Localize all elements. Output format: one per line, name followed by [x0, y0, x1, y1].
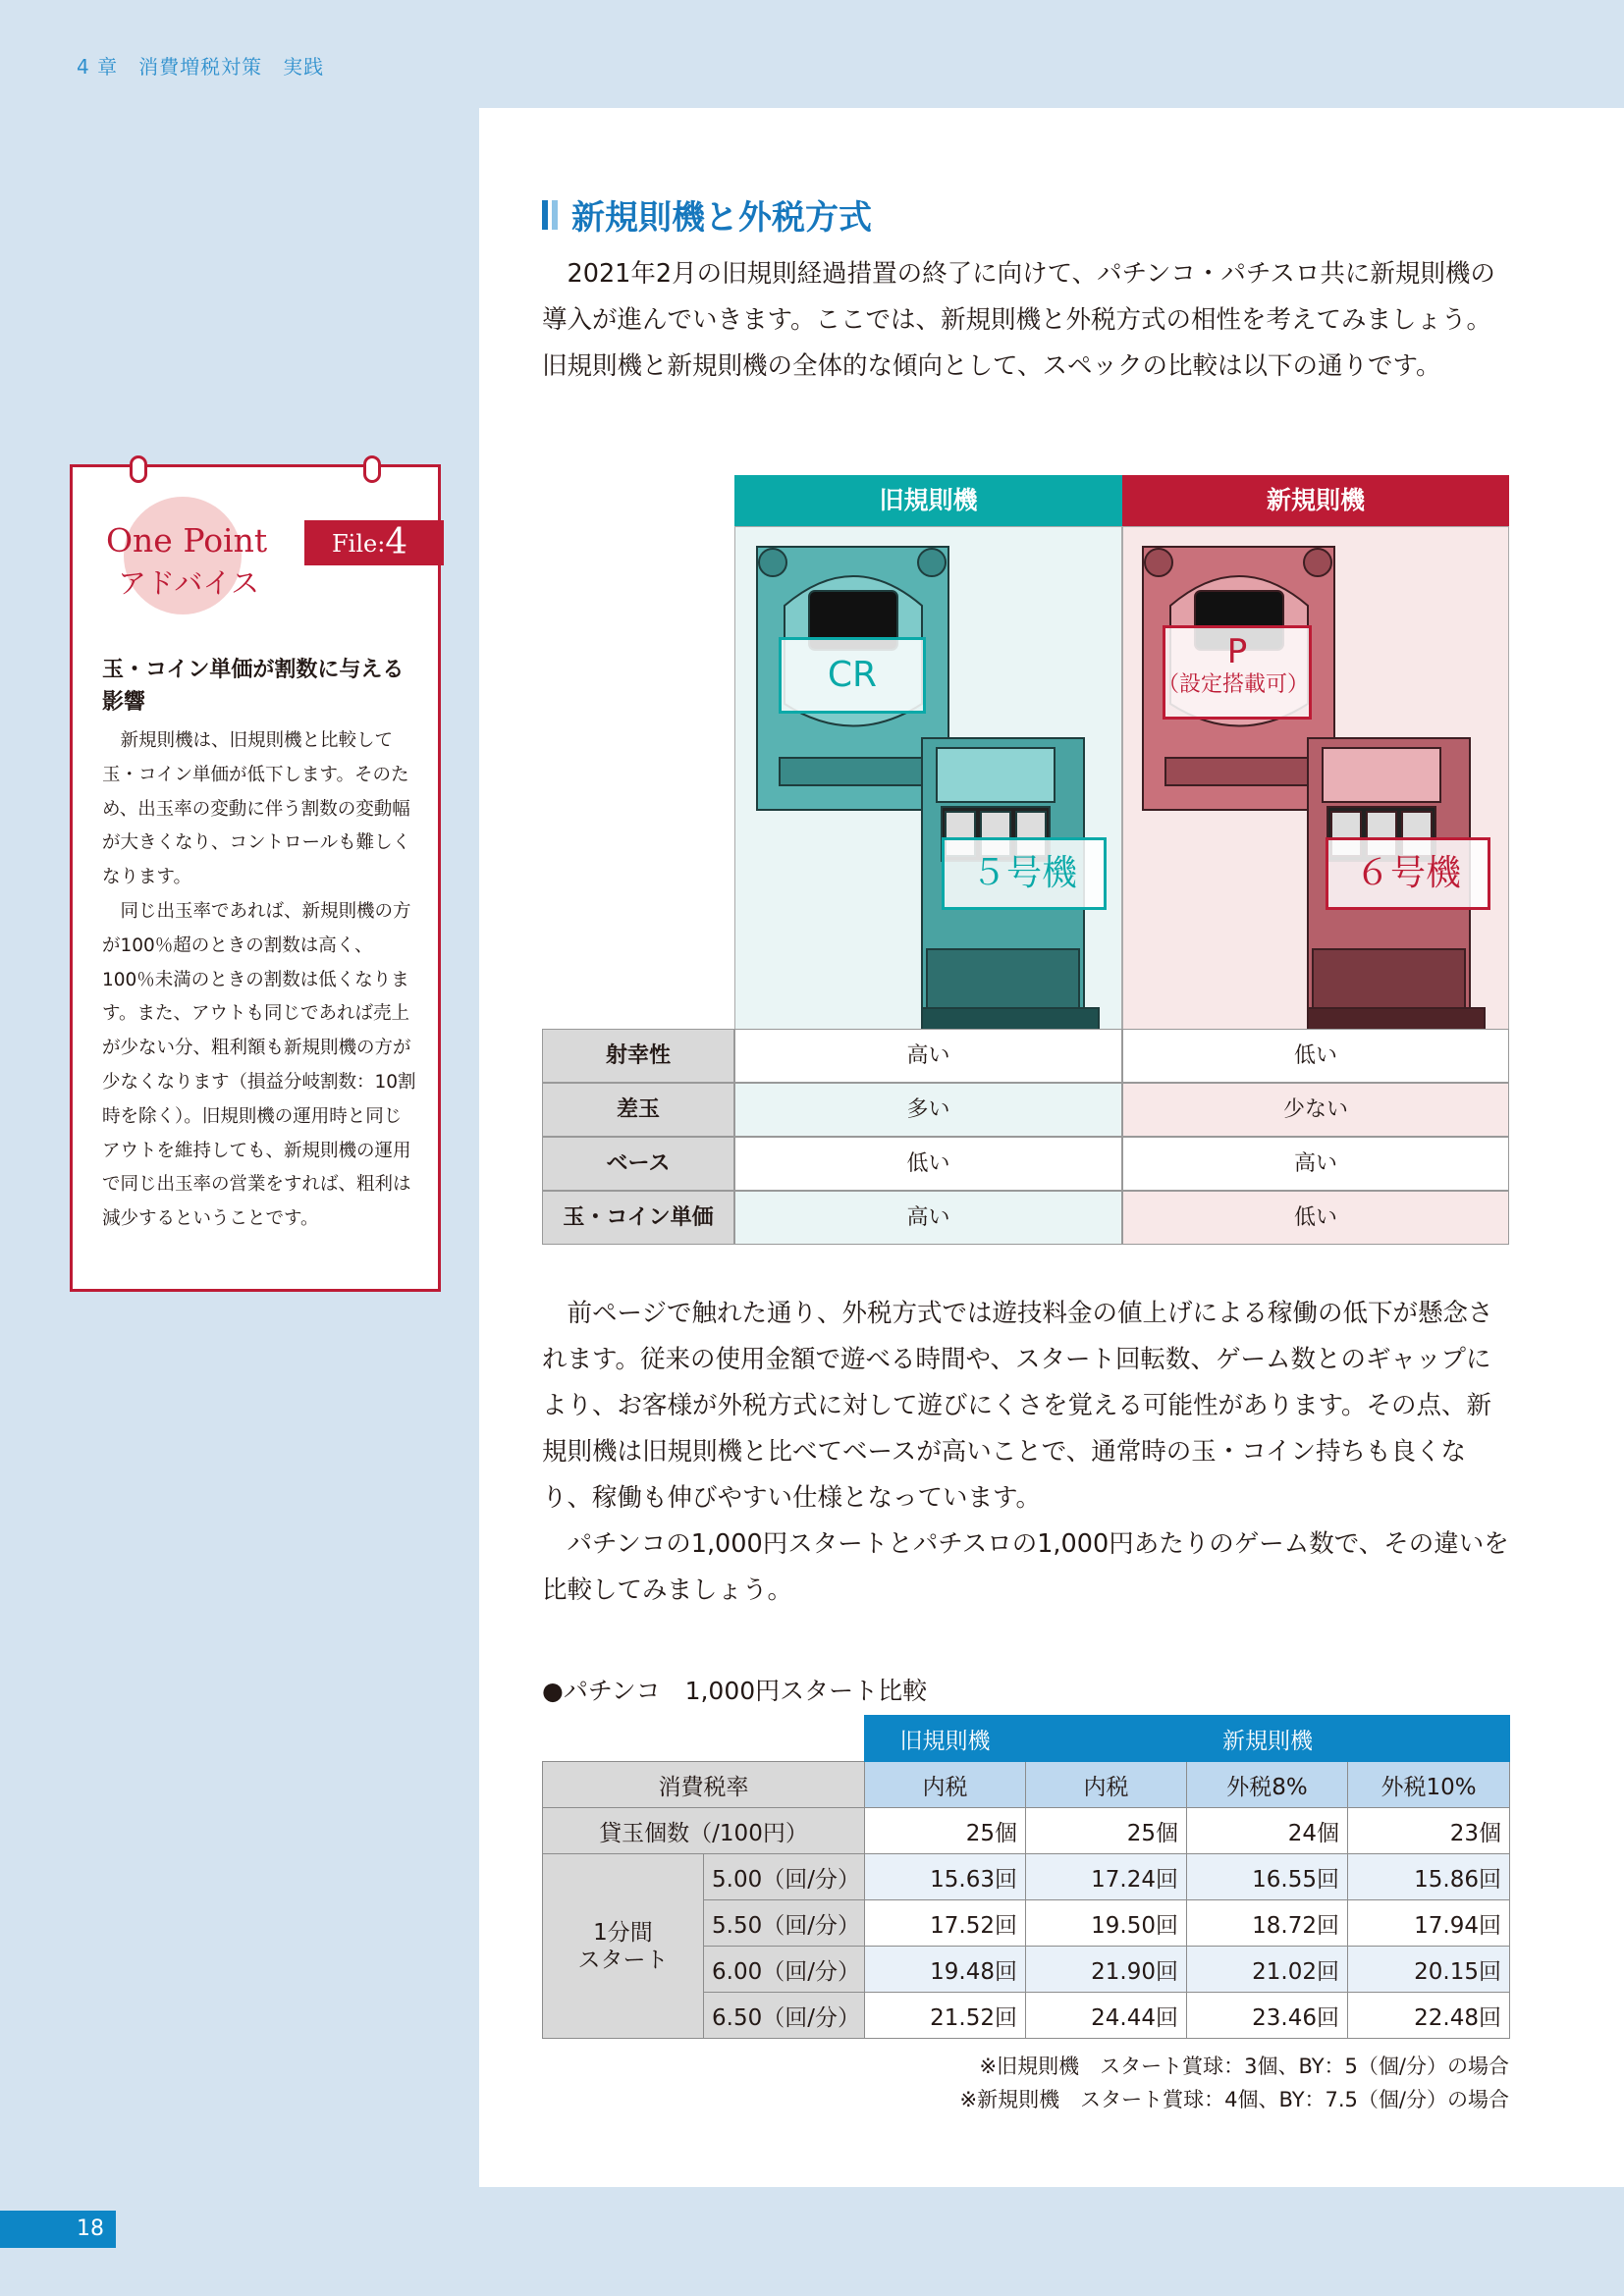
one-point-subtitle: アドバイス — [118, 566, 260, 600]
cr-label: CR — [779, 637, 926, 714]
start-value: 16.55回 — [1187, 1854, 1348, 1900]
one-point-paragraph: 同じ出玉率であれば、新規則機の方が100％超のときの割数は高く、100％未満のときの割数は低くなります。また、アウトも同じであれば売上が少ない分、粗利額も新規則機の方が少なくなります（損益分岐割数：10割時を除く）。旧規則機の運用時と同じアウトを維持しても、新規則機の運用で同じ出玉率の営業をすれば、粗利は減少するということです。 — [102, 900, 416, 1230]
old-machine-header: 旧規則機 — [734, 475, 1122, 526]
page-number: 18 — [0, 2211, 116, 2248]
p-label-sub: （設定搭載可） — [1158, 672, 1310, 697]
pachinko-table-title: ●パチンコ 1,000円スタート比較 — [542, 1677, 928, 1705]
start-rate: 6.00（回/分） — [704, 1947, 865, 1993]
table-note: ※旧規則機 スタート賞球：3個、BY：5（個/分）の場合 — [979, 2055, 1509, 2078]
start-value: 17.52回 — [865, 1900, 1026, 1947]
start-value: 15.63回 — [865, 1854, 1026, 1900]
old-value: 高い — [734, 1191, 1122, 1245]
body-paragraph: 前ページで触れた通り、外税方式では遊技料金の値上げによる稼働の低下が懸念されます。従来の使用金額で遊べる時間や、スタート回転数、ゲーム数とのギャップにより、お客様が外税方式に対して遊びにくさを覚える可能性があります。その点、新規則機は旧規則機と比べてベースが高いことで、通常時の玉・コイン持ちも良くなり、稼働も伸びやすい仕様となっています。 — [542, 1299, 1493, 1513]
p-label — [1158, 625, 1312, 720]
new-machines-image — [1123, 527, 1508, 1079]
start-value: 18.72回 — [1187, 1900, 1348, 1947]
start-rate: 6.50（回/分） — [704, 1993, 865, 2039]
start-value: 23.46回 — [1187, 1993, 1348, 2039]
start-value: 17.94回 — [1348, 1900, 1510, 1947]
binder-ring-icon — [130, 455, 147, 483]
pachinko-start-table — [542, 1715, 1510, 2039]
start-value: 21.52回 — [865, 1993, 1026, 2039]
old-machine-illustration — [734, 526, 1122, 1080]
new-value: 低い — [1122, 1191, 1509, 1245]
tax-rate-label: 消費税率 — [543, 1762, 865, 1808]
start-value: 19.50回 — [1026, 1900, 1187, 1947]
start-value: 22.48回 — [1348, 1993, 1510, 2039]
start-rate: 5.00（回/分） — [704, 1854, 865, 1900]
old-group-header: 旧規則機 — [865, 1716, 1026, 1762]
binder-ring-icon — [363, 455, 381, 483]
lend-count-label: 貸玉個数（/100円） — [543, 1808, 865, 1854]
new-value: 低い — [1122, 1029, 1509, 1083]
slot-6-label: ６号機 — [1326, 837, 1490, 910]
one-point-box — [70, 464, 441, 1292]
start-value: 21.90回 — [1026, 1947, 1187, 1993]
chapter-header: 4 章 消費増税対策 実践 — [77, 55, 325, 79]
start-value: 19.48回 — [865, 1947, 1026, 1993]
body-paragraphs — [542, 1291, 1509, 1614]
tax-col-header: 外税8% — [1187, 1762, 1348, 1808]
lend-value: 24個 — [1187, 1808, 1348, 1854]
row-label: 射幸性 — [542, 1029, 734, 1083]
intro-paragraph: 2021年2月の旧規則経過措置の終了に向けて、パチンコ・パチスロ共に新規則機の導入が進んでいきます。ここでは、新規則機と外税方式の相性を考えてみましょう。旧規則機と新規則機の全体的な傾向として、スペックの比較は以下の通りです。 — [542, 259, 1495, 381]
start-value: 20.15回 — [1348, 1947, 1510, 1993]
spec-comparison-table — [542, 475, 1509, 1245]
start-value: 24.44回 — [1026, 1993, 1187, 2039]
new-value: 少ない — [1122, 1083, 1509, 1137]
old-value: 低い — [734, 1137, 1122, 1191]
new-value: 高い — [1122, 1137, 1509, 1191]
table-notes — [884, 2050, 1509, 2116]
new-group-header: 新規則機 — [1026, 1716, 1510, 1762]
tax-col-header: 外税10% — [1348, 1762, 1510, 1808]
file-label: File: — [332, 530, 386, 558]
file-number: 4 — [385, 522, 408, 562]
section-title: 新規則機と外税方式 — [542, 190, 872, 239]
one-point-title: One Point — [106, 521, 268, 560]
row-label: 差玉 — [542, 1083, 734, 1137]
tax-col-header: 内税 — [865, 1762, 1026, 1808]
lend-value: 25個 — [1026, 1808, 1187, 1854]
slot-5-label: ５号機 — [942, 837, 1107, 910]
one-point-paragraph: 新規則機は、旧規則機と比較して玉・コイン単価が低下します。そのため、出玉率の変動に伴う割数の変動幅が大きくなり、コントロールも難しくなります。 — [102, 730, 411, 888]
new-machine-header: 新規則機 — [1122, 475, 1509, 526]
old-value: 多い — [734, 1083, 1122, 1137]
lend-value: 25個 — [865, 1808, 1026, 1854]
lend-value: 23個 — [1348, 1808, 1510, 1854]
start-value: 15.86回 — [1348, 1854, 1510, 1900]
new-machine-illustration — [1122, 526, 1509, 1080]
old-machines-image — [735, 527, 1121, 1079]
old-value: 高い — [734, 1029, 1122, 1083]
one-point-heading: 玉・コイン単価が割数に与える影響 — [102, 658, 405, 715]
p-label-main: P — [1226, 632, 1248, 671]
one-point-body — [102, 724, 418, 1237]
row-label: 玉・コイン単価 — [542, 1191, 734, 1245]
row-label: ベース — [542, 1137, 734, 1191]
table-note: ※新規則機 スタート賞球：4個、BY：7.5（個/分）の場合 — [959, 2088, 1509, 2111]
file-badge — [304, 520, 444, 565]
start-rate: 5.50（回/分） — [704, 1900, 865, 1947]
start-value: 21.02回 — [1187, 1947, 1348, 1993]
start-value: 17.24回 — [1026, 1854, 1187, 1900]
body-paragraph: パチンコの1,000円スタートとパチスロの1,000円あたりのゲーム数で、その違いを比較してみましょう。 — [542, 1529, 1509, 1605]
tax-col-header: 内税 — [1026, 1762, 1187, 1808]
start-per-minute-label: 1分間 スタート — [543, 1854, 704, 2039]
